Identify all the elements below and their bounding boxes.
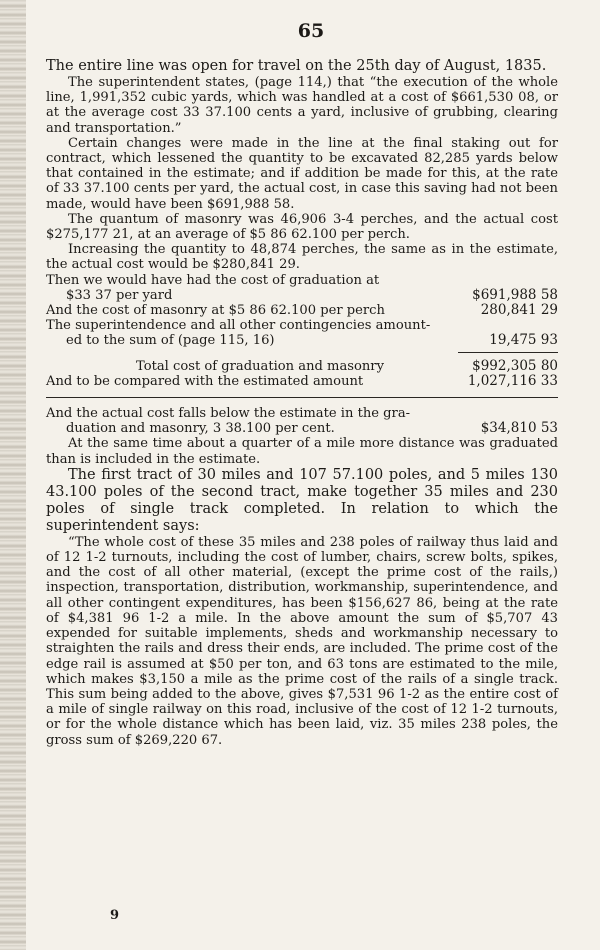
compare-label: And to be compared with the estimated amount	[46, 373, 364, 389]
sum-rule	[46, 352, 558, 353]
below-estimate-row	[46, 406, 558, 436]
table-label: ed to the sum of (page 115, 16)	[66, 333, 275, 349]
paragraph-line-changes: Certain changes were made in the line at the final staking out for contract, which lessened the quantity to be excavated 82,285 yards below that contained in the estimate; and if addition be made for this, at the rate of 33 37.100 cents per yard, the actual cost, in case this saving had not been made, would have been $691,988 58.	[46, 135, 558, 212]
below-amount: $34,810 53	[480, 420, 558, 437]
table-label: $33 37 per yard	[66, 287, 173, 303]
then-intro: Then we would have had the cost of graduation at	[46, 272, 380, 288]
paragraph-line-opened: The entire line was open for travel on the 25th day of August, 1835.	[46, 58, 547, 74]
below-label-line2: duation and masonry, 3 38.100 per cent.	[66, 421, 335, 437]
table-amount: $691,988 58	[472, 286, 558, 303]
signature-mark: 9	[110, 908, 120, 923]
table-row	[46, 288, 558, 303]
document-page	[46, 18, 558, 748]
compare-row	[46, 374, 558, 389]
paragraph-superintendent-statement: The superintendent states, (page 114,) that “the execution of the whole line, 1,991,352 cubic yards, which was handled at a cost of $661,530 08, or at the average cost 33 37.100 cents a yard, inclusive of grubbing, clearing and transportation.”	[46, 75, 558, 136]
divider	[46, 397, 558, 398]
book-binding-edge	[0, 0, 26, 950]
below-label-line1: And the actual cost falls below the estimate in the gra-	[46, 406, 411, 422]
paragraph-masonry: The quantum of masonry was 46,906 3-4 perches, and the actual cost $275,177 21, at an average of $5 86 62.100 per perch.	[46, 211, 558, 243]
table-row	[46, 318, 558, 333]
page-number: 65	[297, 20, 325, 42]
paragraph-quote: “The whole cost of these 35 miles and 238 poles of railway thus laid and of 12 1-2 turnouts, including the cost of lumber, chairs, screw bolts, spikes, and the cost of all other material, (except the prime cost of the rails,) inspection, transportation, distribution, workmanship, superintendence, and all other contingent expenditures, has been $156,627 86, being at the rate of $4,381 96 1-2 a mile. In the above amount the sum of $5,707 43 expended for suitable implements, sheds and workmanship necessary to straighten the rails and dress their ends, are included. The prime cost of the edge rail is assumed at $50 per ton, and 63 tons are estimated to the mile, which makes $3,150 a mile as the prime cost of the rails of a single track. This sum being added to the above, gives $7,531 96 1-2 as the entire cost of a mile of single railway on this road, inclusive of the cost of 12 1-2 turnouts, or for the whole distance which has been laid, viz. 35 miles 238 poles, the gross sum of $269,220 67.	[46, 534, 558, 748]
table-amount: 19,475 93	[489, 332, 558, 349]
paragraph-increasing-quantity: Increasing the quantity to 48,874 perches, the same as in the estimate, the actual cost would be $280,841 29.	[46, 242, 558, 273]
compare-amount: 1,027,116 33	[467, 372, 558, 389]
table-label: And the cost of masonry at $5 86 62.100 per perch	[46, 303, 385, 319]
total-amount: $992,305 80	[472, 357, 558, 374]
paragraph-quarter-mile: At the same time about a quarter of a mile more distance was graduated than is included in the estimate.	[46, 436, 558, 467]
paragraph-first-tract: The first tract of 30 miles and 107 57.100 poles, and 5 miles 130 43.100 poles of the second tract, make together 35 miles and 230 poles of single track completed. In relation to which the superintendent says:	[46, 466, 558, 534]
table-amount: 280,841 29	[480, 302, 558, 319]
total-label: Total cost of graduation and masonry	[136, 358, 384, 374]
table-row	[46, 333, 558, 348]
cost-table	[46, 288, 558, 349]
table-row	[46, 303, 558, 318]
total-row	[46, 359, 558, 374]
table-label: The superintendence and all other contingencies amount-	[46, 318, 431, 334]
